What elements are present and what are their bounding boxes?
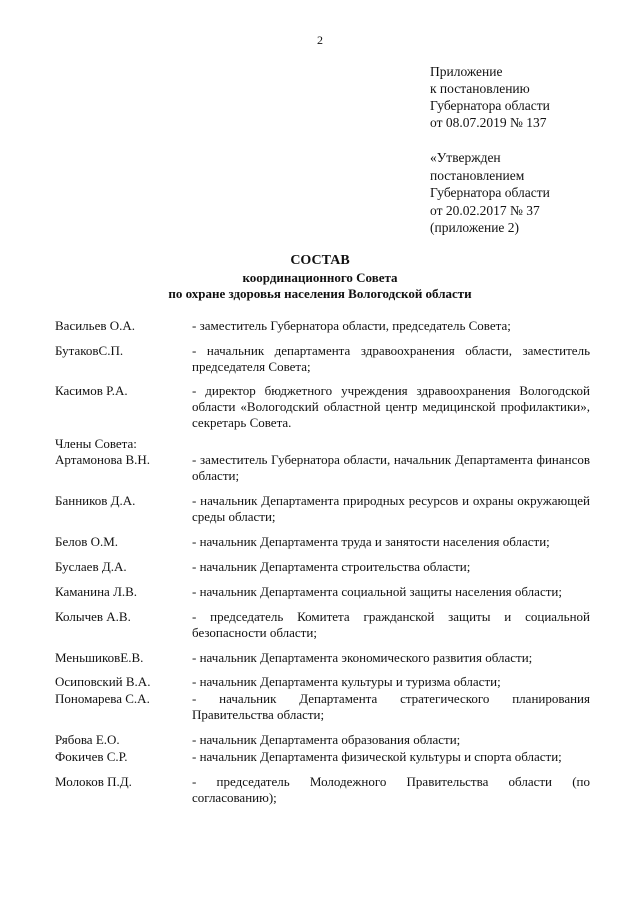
member-name: БутаковС.П. <box>55 343 124 358</box>
member-name: Васильев О.А. <box>55 318 136 333</box>
roster-row <box>55 774 590 806</box>
approved-block <box>430 149 550 237</box>
appendix-line: Губернатора области <box>430 98 550 113</box>
member-name: Фокичев С.Р. <box>55 749 128 764</box>
title-line-2: координационного Совета <box>242 270 398 285</box>
approved-line: от 20.02.2017 № 37 <box>430 202 540 218</box>
member-name: Артамонова В.Н. <box>55 452 151 467</box>
title-line-3: по охране здоровья населения Вологодской области <box>168 286 472 301</box>
member-role: - председатель Молодежного Правительства области (по согласованию); <box>192 774 590 805</box>
roster-row <box>55 650 590 666</box>
member-role: - начальник Департамента труда и занятости населения области; <box>192 534 550 549</box>
member-role: - начальник департамента здравоохранения области, заместитель председателя Совета; <box>192 343 590 374</box>
council-roster <box>55 318 590 806</box>
roster-row <box>55 493 590 525</box>
appendix-line: от 08.07.2019 № 137 <box>430 115 547 130</box>
member-role: - начальник Департамента экономического развития области; <box>192 650 533 665</box>
roster-row <box>55 691 590 723</box>
approved-line: постановлением <box>430 167 525 183</box>
member-role: - начальник Департамента социальной защиты населения области; <box>192 584 562 599</box>
member-name: Рябова Е.О. <box>55 732 120 747</box>
roster-row <box>55 749 590 765</box>
member-name: МеньшиковЕ.В. <box>55 650 144 665</box>
roster-row <box>55 609 590 641</box>
member-name: Колычев А.В. <box>55 609 131 624</box>
appendix-line: к постановлению <box>430 81 530 96</box>
member-role: - заместитель Губернатора области, председатель Совета; <box>192 318 511 333</box>
approved-line: «Утвержден <box>430 150 501 165</box>
member-name: Молоков П.Д. <box>55 774 132 789</box>
members-label: Члены Совета: <box>55 436 137 451</box>
member-role: - начальник Департамента природных ресурсов и охраны окружающей среды области; <box>192 493 590 524</box>
member-role: - начальник Департамента культуры и туризма области; <box>192 674 501 689</box>
member-name: Банников Д.А. <box>55 493 136 508</box>
roster-row <box>55 452 590 484</box>
member-name: Каманина Л.В. <box>55 584 138 599</box>
roster-row <box>55 584 590 600</box>
member-role: - начальник Департамента строительства области; <box>192 559 471 574</box>
approved-line: (приложение 2) <box>430 220 520 235</box>
roster-row <box>55 318 590 334</box>
appendix-line: Приложение <box>430 64 503 79</box>
member-name: Буслаев Д.А. <box>55 559 127 574</box>
member-name: Касимов Р.А. <box>55 383 128 398</box>
member-role: - начальник Департамента образования области; <box>192 732 461 747</box>
member-role: - начальник Департамента физической культуры и спорта области; <box>192 749 562 764</box>
page-number: 2 <box>317 33 323 47</box>
roster-row <box>55 343 590 375</box>
approved-line: Губернатора области <box>430 185 550 200</box>
member-name: Осиповский В.А. <box>55 674 151 689</box>
member-name: Белов О.М. <box>55 534 119 549</box>
roster-row <box>55 732 590 748</box>
roster-row <box>55 674 590 690</box>
title-line-1: СОСТАВ <box>290 253 350 268</box>
roster-row <box>55 534 590 550</box>
roster-row <box>55 559 590 575</box>
member-name: Пономарева С.А. <box>55 691 150 706</box>
roster-row <box>55 383 590 431</box>
member-role: - директор бюджетного учреждения здравоохранения Вологодской области «Вологодский областной центр медицинской профилактики», секретарь Совета. <box>192 383 590 430</box>
appendix-block <box>430 63 550 131</box>
document-title <box>0 252 640 302</box>
member-role: - начальник Департамента стратегического планирования Правительства области; <box>192 691 590 722</box>
member-role: - председатель Комитета гражданской защиты и социальной безопасности области; <box>192 609 590 640</box>
member-role: - заместитель Губернатора области, начальник Департамента финансов области; <box>192 452 590 483</box>
